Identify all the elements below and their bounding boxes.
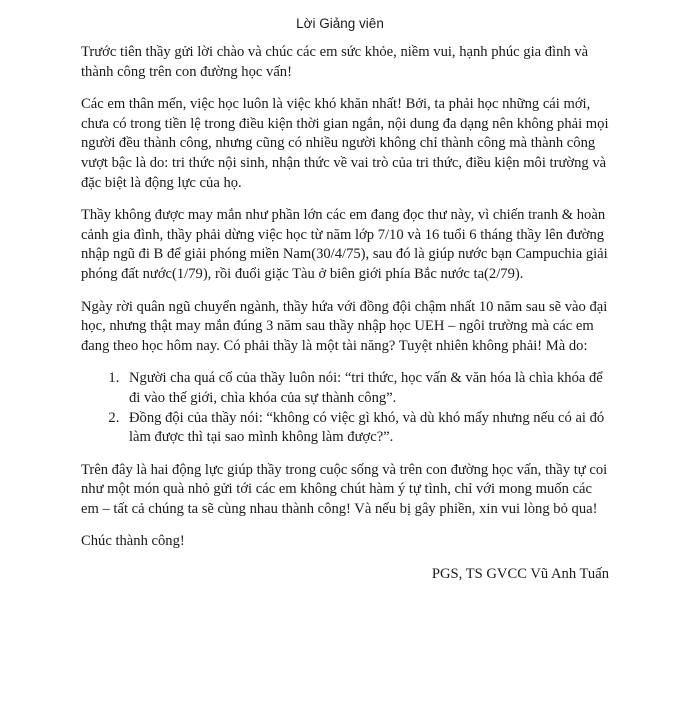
letter-body: [81, 43, 609, 598]
university-paragraph: Ngày rời quân ngũ chuyển ngành, thầy hứa với đồng đội chậm nhất 10 năm sau sẽ vào đại học, nhưng thật may mắn đúng 3 năm sau thầy nhập học UEH – ngôi trường mà các em đang theo học hôm nay. Có phải thầy là một tài năng? Tuyệt nhiên không phải! Mà do:: [81, 298, 608, 354]
learning-paragraph: Các em thân mến, việc học luôn là việc khó khăn nhất! Bởi, ta phải học những cái mới, chưa có trong tiền lệ trong điều kiện thời gian ngắn, nội dung đa dạng nên không phải mọi người đều thành công, nhưng cũng có nhiều người không chỉ thành công mà thành công vượt bậc là do: tri thức nội sinh, nhận thức về vai trò của tri thức, điều kiện môi trường và đặc biệt là động lực của họ.: [81, 96, 609, 191]
closing-paragraph: Trên đây là hai động lực giúp thầy trong cuộc sống và trên con đường học vấn, thầy tự coi như một món quà nhỏ gửi tới các em không chút hàm ý tự tình, chỉ với mong muốn các em – tất cả chúng ta sẽ cùng nhau thành công! Và nếu bị gây phiền, xin vui lòng bỏ qua!: [81, 461, 608, 517]
list-item: 1. Người cha quá cố của thầy luôn nói: “tri thức, học vấn & văn hóa là chìa khóa để đi vào thế giới, chìa khóa của sự thành công”.: [123, 369, 609, 408]
signature: PGS, TS GVCC Vũ Anh Tuấn: [431, 566, 609, 583]
greeting-paragraph: Trước tiên thầy gửi lời chào và chúc các em sức khỏe, niềm vui, hạnh phúc gia đình và thành công trên con đường học vấn!: [81, 44, 589, 80]
list-item: 2. Đồng đội của thầy nói: “không có việc gì khó, và dù khó mấy nhưng nếu có ai đó làm được thì tại sao mình không làm được?”.: [123, 409, 609, 448]
history-paragraph: Thầy không được may mắn như phần lớn các em đang đọc thư này, vì chiến tranh & hoàn cảnh gia đình, thầy phải dừng việc học từ năm lớp 7/10 và 16 tuổi 6 tháng thầy lên đường nhập ngũ đi B để giải phóng miền Nam(30/4/75), sau đó là giúp nước bạn Campuchia giải phóng đất nước(1/79), rồi đuổi giặc Tàu ở biên giới phía Bắc nước ta(2/79).: [81, 207, 608, 282]
wish-line: Chúc thành công!: [81, 533, 185, 550]
document-title: Lời Giảng viên: [296, 16, 384, 31]
motivation-list: [81, 369, 609, 447]
